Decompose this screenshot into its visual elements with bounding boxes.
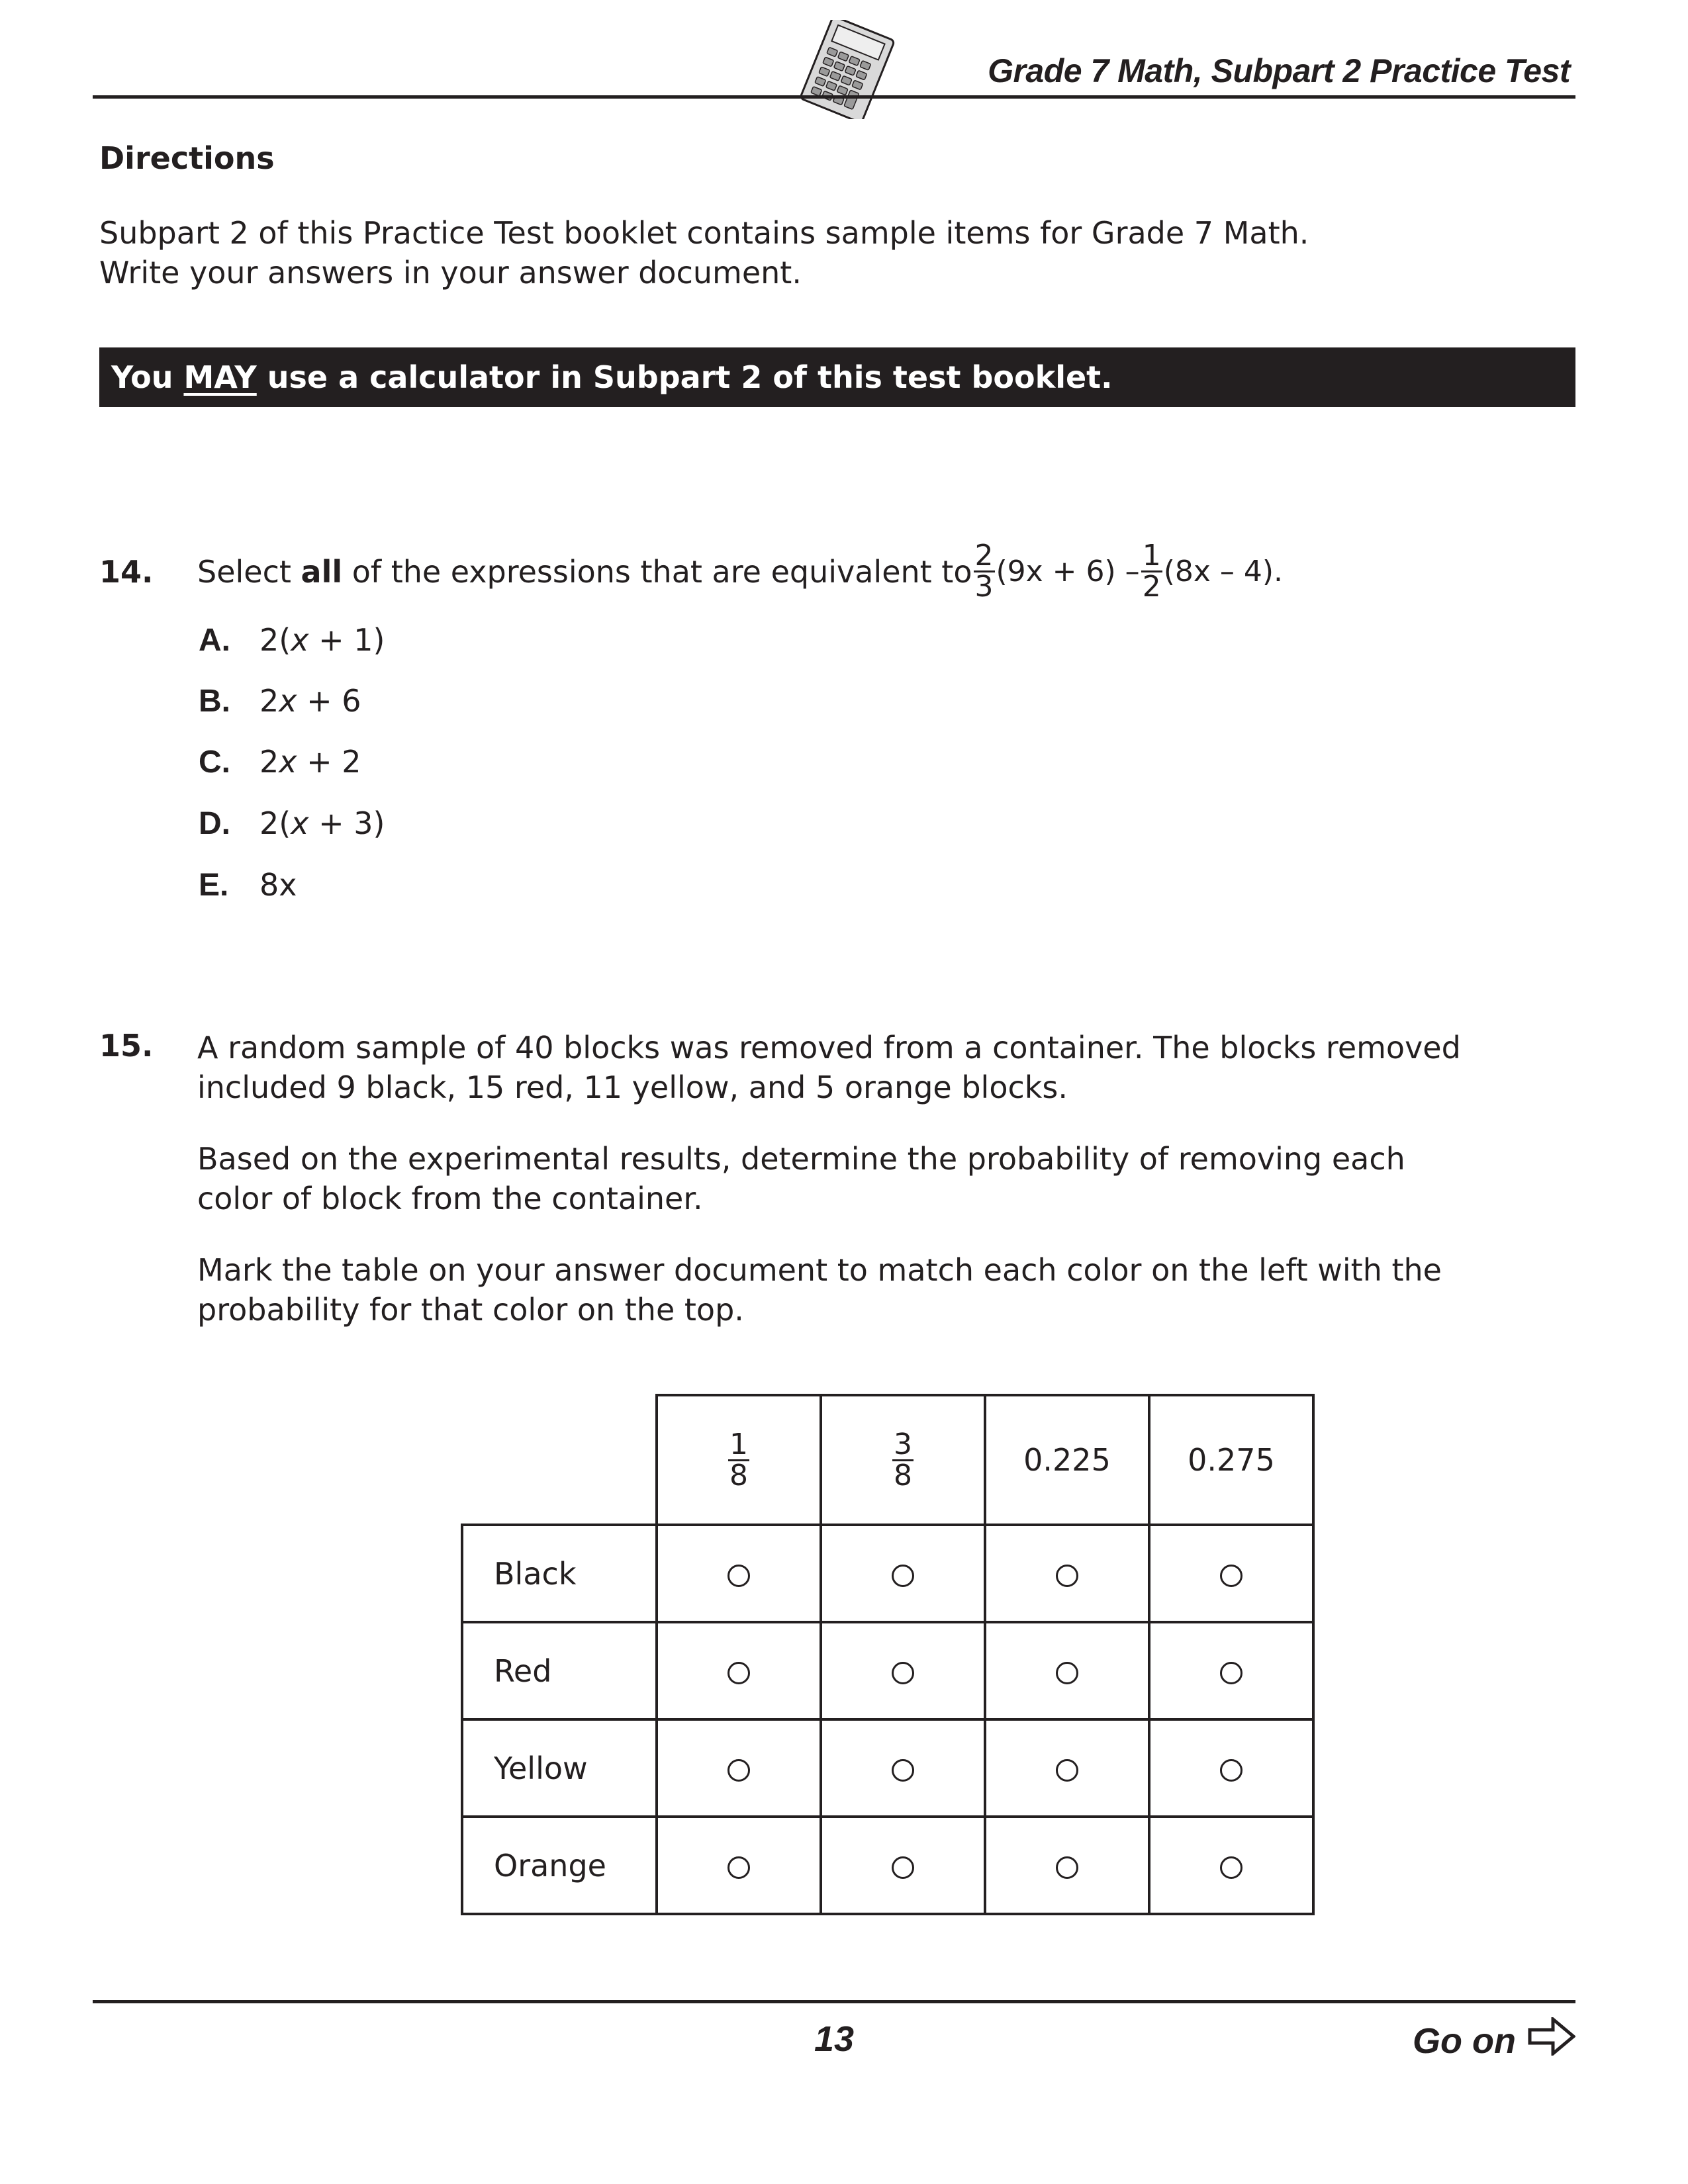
table-cell [657,1719,821,1817]
row-label-yellow: Yellow [462,1719,657,1817]
q15-para1-line2: included 9 black, 15 red, 11 yellow, and 5 orange blocks. [197,1069,1068,1105]
calculator-notice-banner [99,347,1575,407]
table-cell [1149,1525,1313,1622]
q15-para3-line2: probability for that color on the top. [197,1292,744,1328]
table-cell [821,1817,985,1914]
radio-black-0225[interactable] [1056,1565,1078,1587]
radio-orange-0275[interactable] [1220,1856,1243,1879]
column-header-three-eighths [821,1395,985,1525]
column-header-one-eighth [657,1395,821,1525]
table-row [462,1817,1313,1914]
table-row [462,1525,1313,1622]
arrow-right-outline-icon [1528,2017,1575,2064]
go-on-label: Go on [1413,2021,1516,2061]
prompt-text: Select [197,553,301,590]
row-label-black: Black [462,1525,657,1622]
fraction [892,1427,914,1492]
option-label: D. [199,806,230,841]
radio-orange-one-eighth[interactable] [727,1856,750,1879]
numerator: 1 [729,1427,748,1461]
option-label: B. [199,684,230,719]
radio-black-one-eighth[interactable] [727,1565,750,1587]
header-title: Grade 7 Math, Subpart 2 Practice Test [988,52,1570,89]
go-on-indicator [1413,2017,1575,2064]
option-variable: x [291,805,309,841]
calculator-icon [788,20,907,119]
table-header-row [462,1395,1313,1525]
option-text: + 1) [308,622,385,658]
directions-line-2: Write your answers in your answer document. [99,255,802,291]
radio-yellow-0225[interactable] [1056,1759,1078,1782]
option-text: 2 [259,744,279,780]
row-label-orange: Orange [462,1817,657,1914]
banner-emphasis: MAY [183,359,257,395]
option-label: E. [199,868,229,903]
table-cell [657,1817,821,1914]
header-divider [93,95,1575,99]
table-corner [462,1395,657,1525]
question-number: 14. [99,553,154,590]
banner-text-before: You [111,359,184,395]
question-15-text [197,1028,1461,1330]
banner-text-after: use a calculator in Subpart 2 of this test booklet. [256,359,1113,395]
answer-option-b[interactable] [199,683,361,719]
option-variable: x [291,622,309,658]
option-text: + 2 [297,744,361,780]
option-text: 8x [259,867,297,903]
table-cell [985,1622,1149,1719]
radio-black-three-eighths[interactable] [892,1565,914,1587]
answer-option-e[interactable] [199,867,297,903]
denominator: 8 [894,1458,912,1492]
radio-yellow-three-eighths[interactable] [892,1759,914,1782]
fraction-two-thirds [974,541,995,602]
question-number: 15. [99,1028,154,1064]
table-cell [821,1719,985,1817]
numerator: 2 [974,539,994,572]
answer-option-a[interactable] [199,622,385,659]
numerator: 3 [894,1427,912,1461]
table-cell [985,1525,1149,1622]
option-variable: x [279,683,297,719]
denominator: 3 [974,570,994,604]
q15-para2-line2: color of block from the container. [197,1181,703,1216]
question-14-prompt [99,541,1283,602]
denominator: 2 [1142,570,1161,604]
fraction [728,1427,749,1492]
question-text [197,552,972,592]
footer-divider [93,2000,1575,2003]
table-cell [985,1719,1149,1817]
table-cell [657,1525,821,1622]
table-cell [1149,1719,1313,1817]
table-cell [985,1817,1149,1914]
radio-orange-0225[interactable] [1056,1856,1078,1879]
option-text: 2( [259,805,291,841]
column-header-0225: 0.225 [985,1395,1149,1525]
option-text: + 3) [308,805,385,841]
q15-para1-line1: A random sample of 40 blocks was removed from a container. The blocks removed [197,1030,1461,1066]
radio-yellow-one-eighth[interactable] [727,1759,750,1782]
answer-option-c[interactable] [199,744,361,780]
denominator: 8 [729,1458,748,1492]
answer-option-d[interactable] [199,805,385,842]
option-label: A. [199,623,230,658]
option-text: + 6 [297,683,361,719]
option-text: 2 [259,683,279,719]
table-cell [821,1622,985,1719]
table-cell [1149,1817,1313,1914]
table-cell [821,1525,985,1622]
option-text: 2( [259,622,291,658]
radio-red-three-eighths[interactable] [892,1662,914,1684]
radio-black-0275[interactable] [1220,1565,1243,1587]
table-row [462,1719,1313,1817]
expression-term-2: (8x – 4). [1163,554,1284,588]
fraction-one-half [1141,541,1162,602]
option-label: C. [199,745,230,780]
probability-matching-table [461,1394,1315,1915]
numerator: 1 [1142,539,1161,572]
directions-line-1: Subpart 2 of this Practice Test booklet contains sample items for Grade 7 Math. [99,215,1309,251]
directions-text [99,213,1309,293]
column-header-0275: 0.275 [1149,1395,1313,1525]
table-cell [1149,1622,1313,1719]
radio-red-one-eighth[interactable] [727,1662,750,1684]
expression-term-1: (9x + 6) – [996,554,1140,588]
option-variable: x [279,744,297,780]
table-row [462,1622,1313,1719]
radio-orange-three-eighths[interactable] [892,1856,914,1879]
table-cell [657,1622,821,1719]
prompt-text: of the expressions that are equivalent to [342,553,972,590]
radio-red-0225[interactable] [1056,1662,1078,1684]
row-label-red: Red [462,1622,657,1719]
page-number: 13 [814,2019,855,2059]
directions-heading: Directions [99,140,275,176]
radio-red-0275[interactable] [1220,1662,1243,1684]
prompt-bold-word: all [301,553,343,590]
radio-yellow-0275[interactable] [1220,1759,1243,1782]
q15-para3-line1: Mark the table on your answer document to match each color on the left with the [197,1252,1442,1288]
q15-para2-line1: Based on the experimental results, determine the probability of removing each [197,1141,1405,1177]
